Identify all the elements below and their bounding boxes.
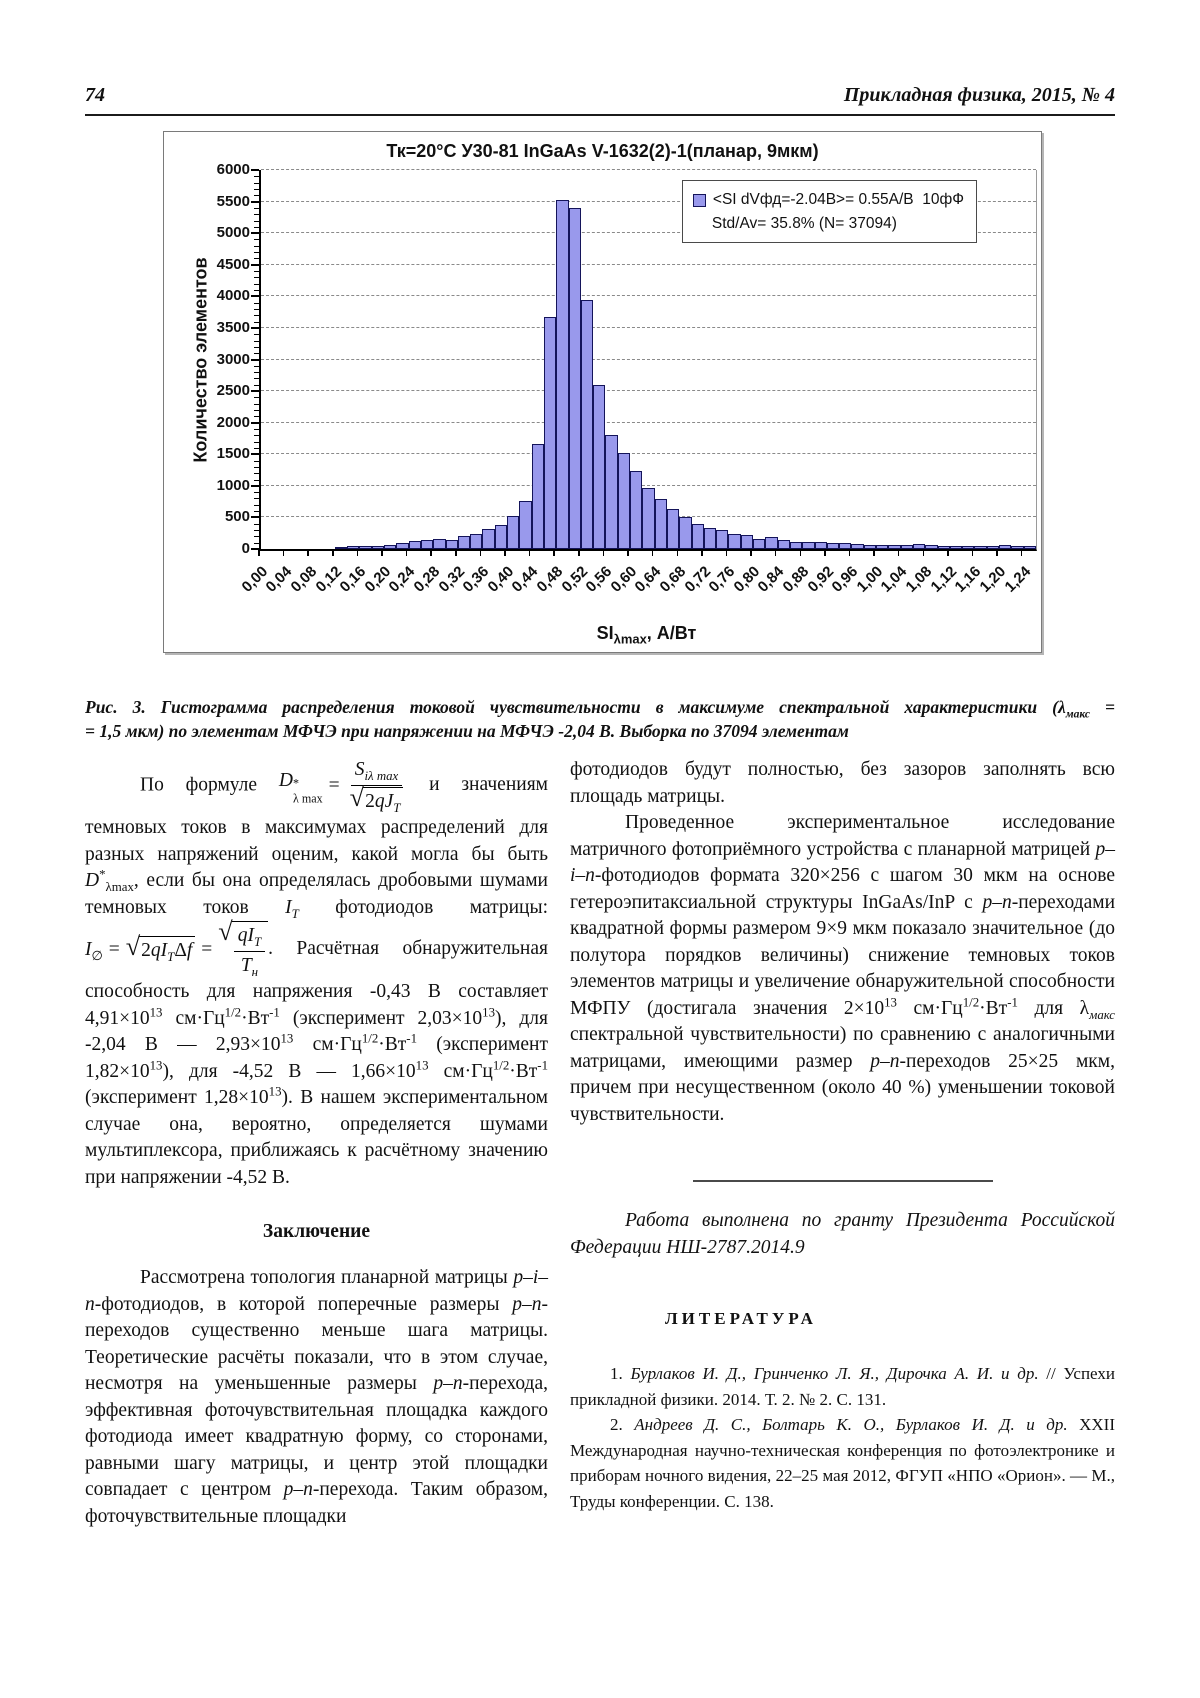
y-minor-tick [254, 492, 259, 493]
histogram-bar [409, 541, 421, 549]
x-tick-mark [800, 549, 802, 556]
histogram-bar [974, 546, 986, 549]
y-minor-tick [254, 530, 259, 531]
gridline [261, 327, 1036, 328]
histogram-bar [335, 547, 347, 549]
y-minor-tick [254, 221, 259, 222]
paragraph: Рассмотрена топология планарной матрицы p–i–n-фотодиодов, в которой поперечные размеры p–n-переходов существенно меньше шага матрицы. Теоретические расчёты показали, что в этом случае, несмотря на уменьшенные размеры p–n-перехода, эффективная фоточувствительная площадка каждого фотодиода имеет квадратную форму, со сторонами, равными шагу матрицы, и центр этой площадки совпадает с центром p–n-перехода. Таким образом, фоточувствительные площадки [85, 1267, 548, 1527]
histogram-bar [532, 444, 544, 549]
left-column [85, 757, 548, 1530]
histogram-bar [1024, 546, 1036, 549]
running-head [85, 84, 1115, 107]
x-tick-mark [332, 549, 334, 556]
paragraph: По формуле D * λ max = $S_{i\lambda max}$ √ $2qJ_T$ и значениям темновых токов в максимумах распределений для разных напряжений оценим, какой могла бы быть $D^*_{\lambda max}$, если бы она определялась дробовыми шумами темновых токов $I_T$ фотодиодов матрицы: $I_\emptyset$ = √ $2qI_T\Delta f$ = √ $\frac{qI_T}{T_н}$ . Расчётная обнаружительная способность для напряжения -0,43 В составляет $4,91\times 10^{13}$ $см\cdot Гц^{1/2}\cdot Вт^{-1}$ (эксперимент $2,03\times 10^{13}$), для -2,04 В — $2,93\times 10^{13}$ $см\cdot Гц^{1/2}\cdot Вт^{-1}$ (эксперимент $1,82\times 10^{13}$), для -4,52 В — $1,66\times 10^{13}$ $см\cdot Гц^{1/2}\cdot Вт^{-1}$ (эксперимент $1,28\times 10^{13}$). В нашем экспериментальном случае она, вероятно, определяется шумами мультиплексора, приближаясь к расчётному значению при напряжении -4,52 В. [85, 759, 549, 1188]
x-tick-label: 0,36 [459, 563, 493, 596]
y-minor-tick [254, 505, 259, 506]
y-minor-tick [254, 536, 259, 537]
formula-noise-current: $I_\emptyset$ = √ $2qI_T\Delta f$ = √ $\frac{qI_T}{T_н}$ [85, 921, 268, 979]
x-tick-mark [430, 549, 432, 556]
x-tick-mark [258, 549, 260, 556]
y-tick-label: 1500 [216, 445, 250, 463]
histogram-bar [470, 534, 482, 549]
gridline [261, 169, 1036, 170]
histogram-bar [802, 542, 814, 549]
x-tick-mark [947, 549, 949, 556]
histogram-bar [642, 488, 654, 549]
y-minor-tick [254, 461, 259, 462]
histogram-bar [753, 539, 765, 549]
text-columns [85, 757, 1115, 1530]
x-tick-mark [553, 549, 555, 556]
histogram-bar [581, 300, 593, 550]
x-tick-label: 0,88 [779, 563, 813, 596]
x-tick-mark [701, 549, 703, 556]
x-tick-label: 0,92 [804, 563, 837, 596]
y-minor-tick [254, 404, 259, 405]
gridline [261, 390, 1036, 391]
histogram-bar [827, 543, 839, 549]
y-tick-label: 500 [224, 508, 250, 526]
journal-title: Прикладная физика, 2015, № 4 [843, 84, 1115, 106]
y-minor-tick [254, 524, 259, 525]
y-minor-tick [254, 416, 259, 417]
y-minor-tick [254, 397, 259, 398]
header-rule [85, 114, 1115, 116]
y-minor-tick [254, 467, 259, 468]
histogram-bar [569, 208, 581, 549]
histogram-bar [618, 453, 630, 549]
y-tick-mark [251, 201, 259, 203]
histogram-bar [544, 317, 556, 549]
x-tick-mark [849, 549, 851, 556]
x-tick-label: 0,56 [582, 563, 616, 596]
gridline [261, 422, 1036, 423]
x-tick-label: 0,16 [336, 563, 370, 596]
y-minor-tick [254, 385, 259, 386]
y-minor-tick [254, 435, 259, 436]
y-minor-tick [254, 246, 259, 247]
y-tick-mark [251, 169, 259, 171]
formula-detectivity: D * λ max = $S_{i\lambda max}$ √ $2qJ_T$ [279, 757, 408, 815]
x-tick-mark [996, 549, 998, 556]
y-minor-tick [254, 271, 259, 272]
figure-histogram [163, 131, 1042, 653]
y-minor-tick [254, 448, 259, 449]
histogram-bar [593, 385, 605, 549]
histogram-bar [692, 524, 704, 549]
y-minor-tick [254, 208, 259, 209]
x-tick-label: 0,80 [730, 563, 764, 596]
y-minor-tick [254, 214, 259, 215]
footnote-divider [693, 1180, 993, 1182]
legend-line2: Std/Av= 35.8% (N= 37094) [711, 215, 897, 233]
histogram-bar [679, 517, 691, 549]
y-minor-tick [254, 498, 259, 499]
histogram-bar [421, 540, 433, 549]
y-minor-tick [254, 189, 259, 190]
conclusion-heading: Заключение [262, 1221, 371, 1242]
x-tick-label: 0,76 [705, 563, 739, 596]
y-minor-tick [254, 480, 259, 481]
paragraph: Проведенное экспериментальное исследование матричного фотоприёмного устройства с планарной матрицей p–i–n-фотодиодов формата 320×256 с шагом 30 мкм на основе гетероэпитаксиальной структуры InGaAs/InP с p–n-переходами квадратной формы размером 9×9 мкм показало значительное (до полутора порядков величины) снижение темновых токов элементов матрицы и увеличение обнаружительной способности МФПУ (достигала значения $2\times 10^{13}$ $см\cdot Гц^{1/2}\cdot Вт^{-1}$ для $\lambda_{макс}$ спектральной чувствительности) по сравнению с аналогичными матрицами, имеющими размер p–n-переходов 25×25 мкм, причем при несущественном (около 40 %) уменьшении токовой чувствительности. [570, 812, 1115, 1125]
reference-list [570, 1361, 1115, 1514]
y-tick-mark [251, 516, 259, 518]
histogram-bar [384, 545, 396, 549]
x-tick-mark [726, 549, 728, 556]
y-minor-tick [254, 347, 259, 348]
y-tick-mark [251, 422, 259, 424]
x-tick-label: 0,00 [238, 563, 272, 596]
x-tick-label: 0,84 [755, 563, 788, 596]
acknowledgment: Работа выполнена по гранту Президента Российской Федерации НШ-2787.2014.9 [570, 1210, 1115, 1258]
histogram-bar [482, 529, 494, 549]
histogram-bar [765, 537, 777, 549]
y-tick-mark [251, 327, 259, 329]
x-tick-label: 0,48 [533, 563, 567, 596]
histogram-bar [359, 546, 371, 549]
x-tick-label: 1,24 [1001, 563, 1034, 596]
histogram-bar [901, 545, 913, 549]
histogram-bar [458, 536, 470, 549]
histogram-bar [655, 499, 667, 549]
y-minor-tick [254, 543, 259, 544]
chart-legend [682, 180, 977, 243]
x-tick-label: 0,04 [262, 563, 296, 596]
x-tick-mark [898, 549, 900, 556]
x-tick-mark [627, 549, 629, 556]
y-tick-mark [251, 485, 259, 487]
y-minor-tick [254, 442, 259, 443]
x-tick-mark [824, 549, 826, 556]
x-tick-label: 0,44 [508, 563, 542, 596]
x-tick-label: 0,08 [287, 563, 321, 596]
y-minor-tick [254, 353, 259, 354]
y-minor-tick [254, 372, 259, 373]
x-tick-label: 0,72 [681, 563, 714, 596]
x-tick-label: 0,32 [435, 563, 468, 596]
x-tick-mark [578, 549, 580, 556]
histogram-bar [667, 509, 679, 549]
histogram-bar [519, 501, 531, 549]
x-tick-mark [652, 549, 654, 556]
x-tick-mark [480, 549, 482, 556]
y-tick-mark [251, 264, 259, 266]
y-minor-tick [254, 341, 259, 342]
histogram-bar [716, 530, 728, 549]
x-tick-label: 1,16 [951, 563, 985, 596]
gridline [261, 453, 1036, 454]
x-tick-mark [677, 549, 679, 556]
x-tick-mark [455, 549, 457, 556]
x-tick-mark [750, 549, 752, 556]
histogram-bar [999, 545, 1011, 549]
x-tick-mark [283, 549, 285, 556]
legend-marker-icon [693, 194, 706, 207]
x-tick-label: 1,20 [976, 563, 1010, 596]
y-minor-tick [254, 195, 259, 196]
gridline [261, 264, 1036, 265]
right-column [570, 757, 1115, 1530]
y-minor-tick [254, 252, 259, 253]
y-tick-mark [251, 359, 259, 361]
y-tick-mark [251, 453, 259, 455]
histogram-bar [876, 545, 888, 549]
x-axis-labels [164, 559, 1041, 625]
y-minor-tick [254, 315, 259, 316]
histogram-bar [741, 535, 753, 549]
histogram-bar [630, 471, 642, 549]
x-axis-title: $SI_{\lambda max}$, А/Вт [596, 623, 697, 647]
page-number: 74 [85, 84, 105, 106]
x-tick-label: 0,12 [312, 563, 345, 596]
x-tick-label: 1,04 [878, 563, 911, 596]
histogram-bar [495, 525, 507, 549]
x-tick-mark [357, 549, 359, 556]
x-tick-mark [603, 549, 605, 556]
x-tick-mark [504, 549, 506, 556]
y-minor-tick [254, 176, 259, 177]
x-tick-label: 0,52 [558, 563, 591, 596]
x-tick-label: 0,64 [632, 563, 665, 596]
x-tick-label: 1,08 [902, 563, 936, 596]
x-tick-mark [307, 549, 309, 556]
x-tick-label: 0,60 [607, 563, 641, 596]
legend-line1: <SI dVфд=-2.04В>= 0.55А/В 10фФ [712, 191, 964, 208]
histogram-bar [433, 539, 445, 549]
y-tick-label: 5000 [216, 224, 250, 242]
y-minor-tick [254, 473, 259, 474]
y-tick-label: 3500 [216, 318, 250, 336]
y-tick-label: 6000 [216, 161, 250, 178]
x-tick-label: 0,96 [828, 563, 862, 596]
y-minor-tick [254, 309, 259, 310]
histogram-bar [446, 540, 458, 549]
histogram-bar [605, 435, 617, 549]
reference-item: 1. Бурлаков И. Д., Гринченко Л. Я., Дирочка А. И. и др. // Успехи прикладной физики. 2014. Т. 2. № 2. С. 131. [570, 1364, 1115, 1409]
histogram-bar [950, 546, 962, 549]
y-minor-tick [254, 303, 259, 304]
histogram-bar [507, 516, 519, 549]
histogram-bar [556, 200, 568, 549]
histogram-bar [778, 540, 790, 549]
chart-title: Тк=20°С У30-81 InGaAs V-1632(2)-1(планар, 9мкм) [386, 141, 819, 161]
y-axis-title: Количество элементов [190, 257, 211, 463]
y-minor-tick [254, 429, 259, 430]
x-tick-label: 0,40 [484, 563, 518, 596]
x-tick-mark [775, 549, 777, 556]
y-minor-tick [254, 183, 259, 184]
figure-caption: Рис. 3. Гистограмма распределения токовой чувствительности в максимуме спектральной характеристики ($\lambda_{макс}$ = = 1,5 мкм) по элементам МФЧЭ при напряжении на МФЧЭ -2,04 В. Выборка по 37094 элементам [85, 697, 1115, 741]
x-tick-label: 0,24 [385, 563, 419, 596]
histogram-bar [815, 542, 827, 549]
y-minor-tick [254, 322, 259, 323]
y-minor-tick [254, 410, 259, 411]
y-tick-label: 5500 [216, 192, 250, 210]
y-minor-tick [254, 258, 259, 259]
x-tick-label: 0,20 [361, 563, 395, 596]
x-tick-mark [381, 549, 383, 556]
y-minor-tick [254, 378, 259, 379]
y-minor-tick [254, 227, 259, 228]
y-tick-label: 2500 [216, 382, 250, 400]
x-tick-mark [923, 549, 925, 556]
literature-heading: ЛИТЕРАТУРА [665, 1309, 817, 1328]
x-tick-mark [406, 549, 408, 556]
histogram-bar [851, 544, 863, 549]
y-minor-tick [254, 511, 259, 512]
histogram-bar [728, 534, 740, 549]
y-tick-label: 4500 [216, 255, 250, 273]
x-tick-mark [529, 549, 531, 556]
y-tick-mark [251, 390, 259, 392]
y-tick-label: 4000 [216, 287, 250, 305]
gridline [261, 359, 1036, 360]
y-tick-label: 3000 [216, 350, 250, 368]
y-tick-mark [251, 295, 259, 297]
y-minor-tick [254, 290, 259, 291]
y-minor-tick [254, 334, 259, 335]
y-minor-tick [254, 284, 259, 285]
x-tick-label: 1,12 [927, 563, 960, 596]
y-minor-tick [254, 366, 259, 367]
x-tick-mark [873, 549, 875, 556]
x-tick-label: 0,28 [410, 563, 444, 596]
histogram-bar [790, 542, 802, 549]
reference-item: 2. Андреев Д. С., Болтарь К. О., Бурлаков И. Д. и др. XXII Международная научно-техническая конференция по фотоэлектронике и приборам ночного видения, 22–25 мая 2012, ФГУП «НПО «Орион». — М., Труды конференции. С. 138. [570, 1415, 1115, 1511]
y-tick-label: 2000 [216, 413, 250, 431]
histogram-bar [925, 545, 937, 549]
y-tick-mark [251, 232, 259, 234]
y-tick-label: 0 [241, 540, 250, 557]
gridline [261, 485, 1036, 486]
y-minor-tick [254, 277, 259, 278]
y-minor-tick [254, 239, 259, 240]
x-tick-label: 0,68 [656, 563, 690, 596]
x-tick-label: 1,00 [853, 563, 887, 596]
y-tick-label: 1000 [216, 476, 250, 494]
x-tick-mark [1021, 549, 1023, 556]
paragraph: фотодиодов будут полностью, без зазоров заполнять всю площадь матрицы. [570, 759, 1115, 807]
x-tick-mark [972, 549, 974, 556]
histogram-bar [704, 528, 716, 549]
gridline [261, 295, 1036, 296]
